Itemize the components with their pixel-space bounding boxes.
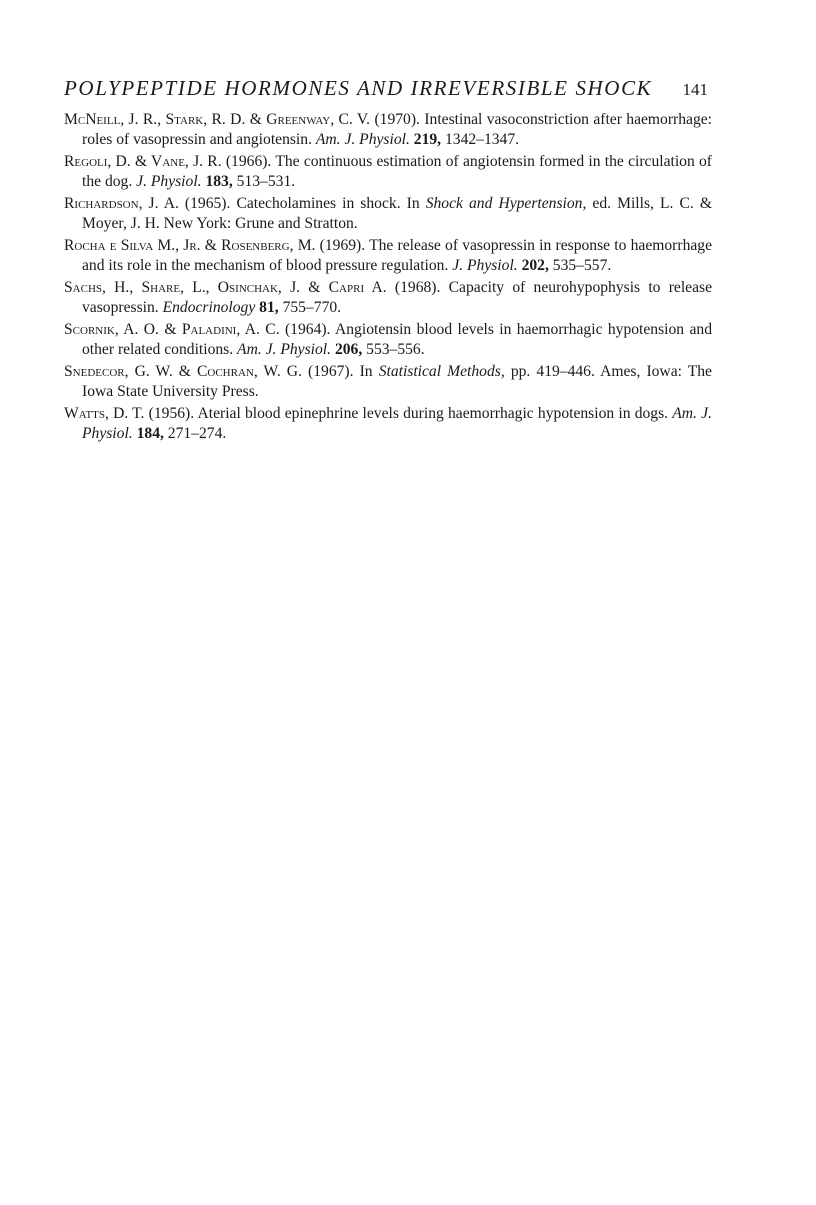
reference-authors: Richardson, J. A. bbox=[64, 195, 179, 212]
reference-volume: 183, bbox=[205, 173, 233, 190]
reference-volume: 206, bbox=[334, 341, 363, 358]
reference-source: J. Physiol. bbox=[452, 257, 518, 274]
reference-source: Am. J. Physiol. bbox=[82, 405, 712, 442]
reference-authors: McNeill, J. R., Stark, R. D. & Greenway, C. V. bbox=[64, 111, 371, 128]
reference-title: Intestinal vasoconstriction after haemorrhage: roles of vasopressin and angiotensin. bbox=[82, 111, 712, 148]
reference-year: (1970). bbox=[374, 111, 420, 128]
reference-item bbox=[64, 152, 712, 192]
reference-item bbox=[64, 236, 712, 276]
reference-pages: 535–557. bbox=[552, 257, 612, 274]
reference-source: Endocrinology bbox=[162, 299, 256, 316]
reference-pages: 553–556. bbox=[366, 341, 425, 358]
reference-authors: Regoli, D. & Vane, J. R. bbox=[64, 153, 222, 170]
reference-year: (1965). bbox=[184, 195, 231, 212]
reference-authors: Sachs, H., Share, L., Osinchak, J. & Capri A. bbox=[64, 279, 387, 296]
running-title: POLYPEPTIDE HORMONES AND IRREVERSIBLE SHOCK bbox=[64, 76, 653, 100]
reference-year: (1967). bbox=[308, 363, 354, 380]
reference-pages: 513–531. bbox=[236, 173, 296, 190]
reference-title: The release of vasopressin in response to haemorrhage and its role in the mechanism of blood pressure regulation. bbox=[82, 237, 713, 274]
reference-title: In bbox=[359, 363, 373, 380]
page-number: 141 bbox=[682, 80, 708, 99]
reference-item bbox=[64, 278, 712, 318]
page-header bbox=[64, 76, 712, 110]
reference-title: Capacity of neurohypophysis to release vasopressin. bbox=[82, 279, 712, 316]
reference-source: Statistical Methods, bbox=[378, 363, 505, 380]
reference-item bbox=[64, 320, 712, 360]
reference-item bbox=[64, 362, 712, 402]
reference-source: Am. J. Physiol. bbox=[237, 341, 332, 358]
reference-pages: 755–770. bbox=[282, 299, 342, 316]
reference-title: Angiotensin blood levels in haemorrhagic hypotension and other related conditions. bbox=[82, 321, 712, 358]
reference-item bbox=[64, 110, 712, 150]
reference-list bbox=[64, 110, 712, 444]
reference-title: The continuous estimation of angiotensin formed in the circulation of the dog. bbox=[82, 153, 712, 190]
reference-authors: Scornik, A. O. & Paladini, A. C. bbox=[64, 321, 280, 338]
reference-item bbox=[64, 194, 712, 234]
reference-pages: pp. 419–446. Ames, Iowa: The Iowa State University Press. bbox=[82, 363, 712, 400]
journal-page bbox=[64, 76, 712, 446]
reference-source: Shock and Hypertension, bbox=[425, 195, 587, 212]
reference-year: (1966). bbox=[225, 153, 272, 170]
reference-year: (1956). bbox=[148, 405, 195, 422]
reference-source: J. Physiol. bbox=[136, 173, 202, 190]
reference-authors: Rocha e Silva M., Jr. & Rosenberg, M. bbox=[64, 237, 316, 254]
reference-item bbox=[64, 404, 712, 444]
reference-authors: Snedecor, G. W. & Cochran, W. G. bbox=[64, 363, 302, 380]
reference-pages: 1342–1347. bbox=[444, 131, 520, 148]
reference-pages: ed. Mills, L. C. & Moyer, J. H. New York: Grune and Stratton. bbox=[82, 195, 712, 232]
reference-title: Catecholamines in shock. In bbox=[236, 195, 420, 212]
reference-year: (1969). bbox=[319, 237, 366, 254]
reference-volume: 81, bbox=[259, 299, 279, 316]
reference-authors: Watts, D. T. bbox=[64, 405, 145, 422]
reference-volume: 202, bbox=[521, 257, 549, 274]
reference-year: (1964). bbox=[284, 321, 331, 338]
reference-volume: 219, bbox=[413, 131, 442, 148]
reference-pages: 271–274. bbox=[167, 425, 227, 442]
reference-title: Aterial blood epinephrine levels during haemorrhagic hypotension in dogs. bbox=[197, 405, 669, 422]
reference-year: (1968). bbox=[394, 279, 441, 296]
reference-volume: 184, bbox=[136, 425, 164, 442]
reference-source: Am. J. Physiol. bbox=[315, 131, 410, 148]
